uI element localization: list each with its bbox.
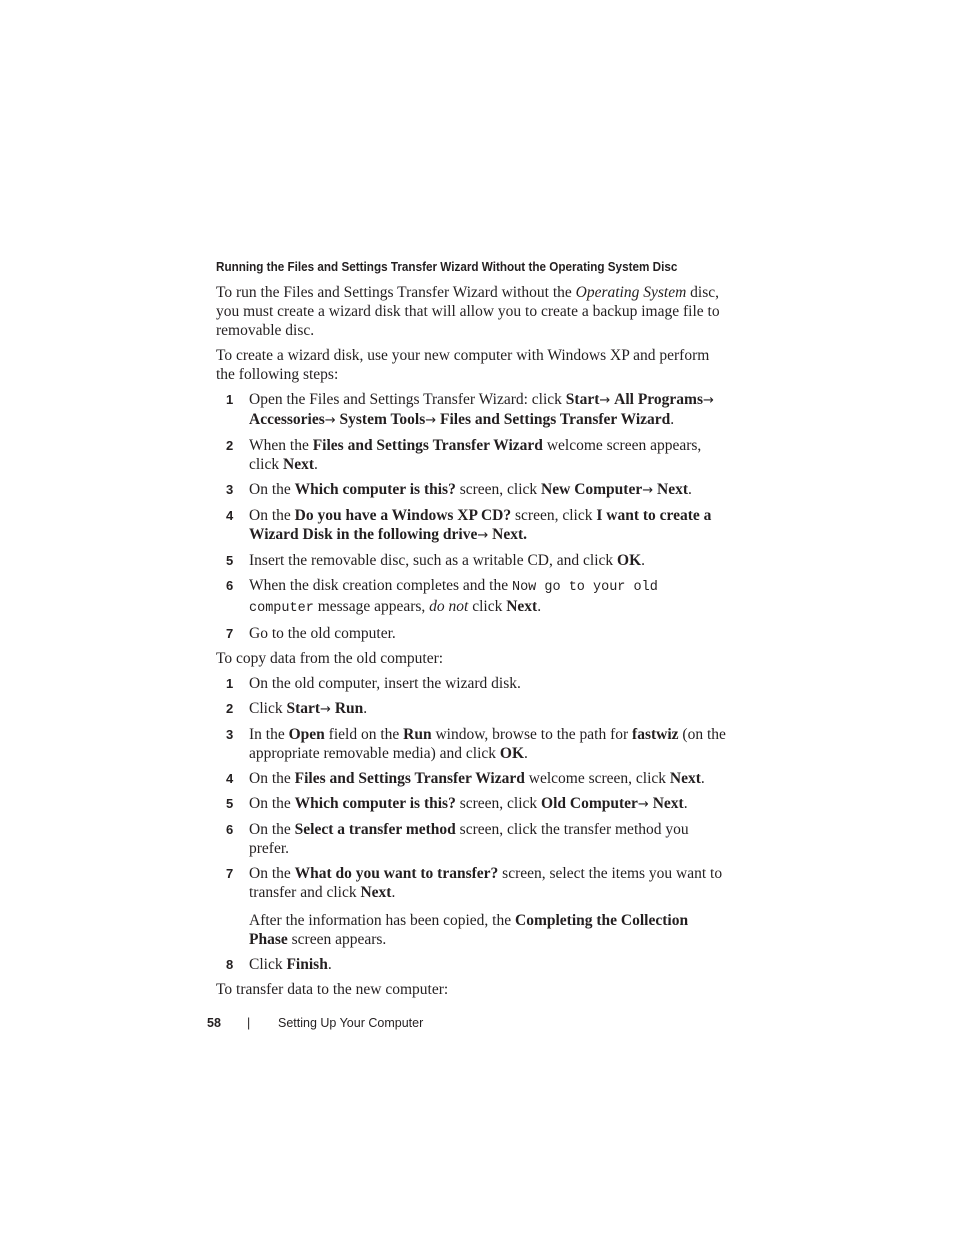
list-item: 8 Click Finish. bbox=[226, 956, 332, 973]
step-number: 2 bbox=[226, 438, 234, 453]
section-heading: Running the Files and Settings Transfer Wizard Without the Operating System Disc bbox=[216, 259, 678, 274]
step-number: 5 bbox=[226, 796, 234, 811]
arrow-icon: → bbox=[637, 797, 649, 812]
create-wizard-disk-steps bbox=[216, 390, 726, 643]
list-item: 6 When the disk creation completes and the Now go to your old computer message appears, do not click Next. bbox=[226, 577, 658, 616]
step-number: 1 bbox=[226, 676, 234, 691]
page-content bbox=[216, 283, 726, 1005]
arrow-icon: → bbox=[320, 702, 331, 717]
list-item: 2 When the Files and Settings Transfer Wizard welcome screen appears, click Next. bbox=[226, 437, 702, 473]
step-number: 3 bbox=[226, 482, 234, 497]
list-item: 4 On the Do you have a Windows XP CD? screen, click I want to create a Wizard Disk in the following drive→ Next. bbox=[226, 507, 712, 543]
list-item: 5 On the Which computer is this? screen, click Old Computer→ Next. bbox=[226, 795, 688, 812]
list-item: 5 Insert the removable disc, such as a writable CD, and click OK. bbox=[226, 552, 646, 569]
footer-separator: | bbox=[247, 1016, 251, 1030]
intro-paragraph-1: To run the Files and Settings Transfer Wizard without the Operating System disc, you must create a wizard disk that will allow you to create a backup image file to removable disc. bbox=[216, 284, 720, 339]
step-number: 8 bbox=[226, 957, 234, 972]
step-number: 4 bbox=[226, 771, 234, 786]
copy-data-steps bbox=[216, 674, 726, 974]
intro-paragraph-2: To create a wizard disk, use your new computer with Windows XP and perform the following steps: bbox=[216, 347, 710, 383]
list-item: 3 In the Open field on the Run window, browse to the path for fastwiz (on the appropriate removable media) and click OK. bbox=[226, 726, 726, 762]
step-number: 7 bbox=[226, 866, 234, 881]
arrow-icon: → bbox=[702, 393, 714, 408]
arrow-icon: → bbox=[324, 413, 336, 428]
list-item: 7 Go to the old computer. bbox=[226, 625, 396, 642]
list-item: 3 On the Which computer is this? screen, click New Computer→ Next. bbox=[226, 481, 692, 498]
arrow-icon: → bbox=[599, 393, 611, 408]
list-item: 1 On the old computer, insert the wizard disk. bbox=[226, 675, 521, 692]
list-item: 1 Open the Files and Settings Transfer Wizard: click Start→ All Programs→ Accessories→ System Tools→ Files and Settings Transfer Wizard. bbox=[226, 391, 714, 428]
step-number: 3 bbox=[226, 727, 234, 742]
step-number: 2 bbox=[226, 701, 234, 716]
step-note: After the information has been copied, the Completing the Collection Phase screen appears. bbox=[249, 912, 689, 948]
arrow-icon: → bbox=[477, 528, 489, 543]
arrow-icon: → bbox=[642, 483, 654, 498]
list-item: 4 On the Files and Settings Transfer Wizard welcome screen, click Next. bbox=[226, 770, 705, 787]
transfer-intro: To transfer data to the new computer: bbox=[216, 981, 449, 998]
page-number: 58 bbox=[207, 1016, 221, 1030]
step-number: 6 bbox=[226, 578, 234, 593]
step-number: 6 bbox=[226, 822, 234, 837]
step-number: 4 bbox=[226, 508, 234, 523]
step-number: 7 bbox=[226, 626, 234, 641]
step-number: 1 bbox=[226, 392, 234, 407]
list-item: 6 On the Select a transfer method screen, click the transfer method you prefer. bbox=[226, 821, 689, 857]
footer-section-title: Setting Up Your Computer bbox=[278, 1016, 424, 1030]
copy-intro: To copy data from the old computer: bbox=[216, 650, 444, 667]
arrow-icon: → bbox=[425, 413, 437, 428]
list-item: 2 Click Start→ Run. bbox=[226, 700, 368, 717]
list-item: 7 On the What do you want to transfer? screen, select the items you want to transfer and click Next. After the information has been copied, the Completing the Collection Phase screen appears. bbox=[216, 864, 726, 949]
system-message: Now go to your old computer bbox=[249, 580, 658, 616]
step-number: 5 bbox=[226, 553, 234, 568]
